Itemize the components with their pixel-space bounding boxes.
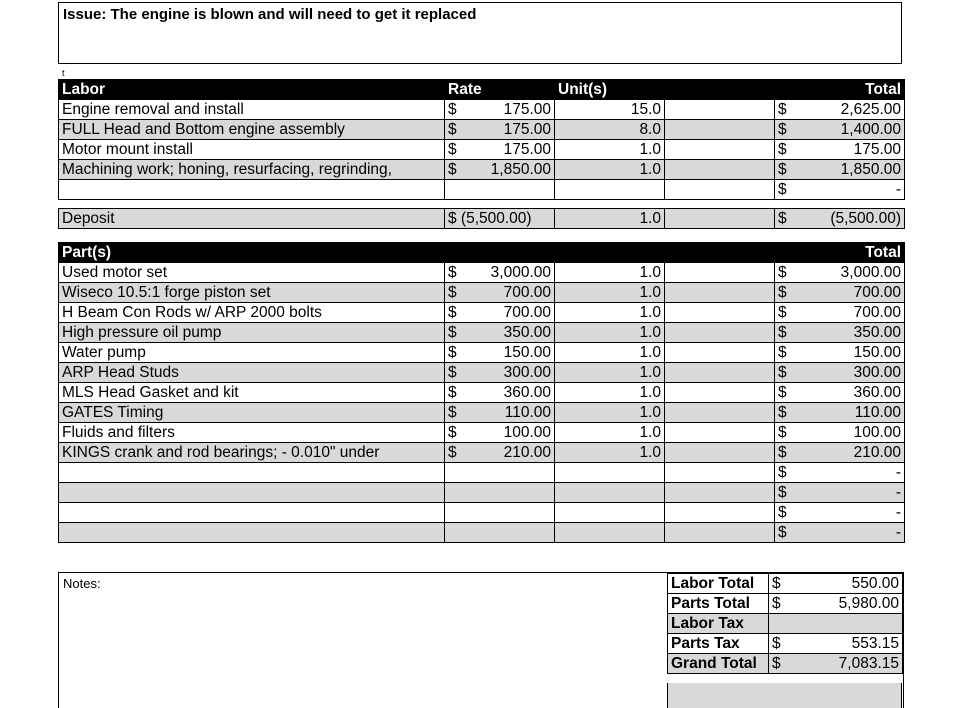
labor-rate: [445, 180, 555, 200]
labor-row: [59, 140, 905, 160]
parts-total: $ 360.00: [775, 383, 905, 403]
labor-blank: [665, 180, 775, 200]
labor-header-row: [59, 80, 905, 100]
parts-rate: $ 210.00: [445, 443, 555, 463]
parts-units: [555, 463, 665, 483]
parts-rate: [445, 463, 555, 483]
labor-total: $ 175.00: [775, 140, 905, 160]
summary-row: [668, 654, 903, 674]
parts-item: [59, 503, 445, 523]
labor-units: 15.0: [555, 100, 665, 120]
parts-item: [59, 463, 445, 483]
labor-total: $ 2,625.00: [775, 100, 905, 120]
parts-row: [59, 463, 905, 483]
parts-total: $ 100.00: [775, 423, 905, 443]
summary-label: Grand Total: [668, 654, 769, 674]
summary-table: [667, 573, 903, 674]
parts-row: [59, 523, 905, 543]
summary-label: Parts Total: [668, 594, 769, 614]
parts-row: [59, 483, 905, 503]
labor-row: [59, 120, 905, 140]
parts-rate: $ 700.00: [445, 303, 555, 323]
parts-item: H Beam Con Rods w/ ARP 2000 bolts: [59, 303, 445, 323]
parts-blank: [665, 423, 775, 443]
parts-table: [58, 242, 905, 543]
parts-total: $ 3,000.00: [775, 263, 905, 283]
labor-row: [59, 160, 905, 180]
labor-spacer-row: [59, 200, 905, 209]
labor-total: $ 1,850.00: [775, 160, 905, 180]
parts-item: High pressure oil pump: [59, 323, 445, 343]
parts-item: ARP Head Studs: [59, 363, 445, 383]
parts-blank: [665, 383, 775, 403]
notes-label: Notes:: [63, 576, 101, 591]
parts-total: $ -: [775, 523, 905, 543]
summary-row: [668, 614, 903, 634]
issue-box: [58, 2, 902, 64]
labor-item: Machining work; honing, resurfacing, regrinding,: [59, 160, 445, 180]
parts-item: GATES Timing: [59, 403, 445, 423]
labor-header-item: Labor: [59, 80, 445, 100]
parts-blank: [665, 283, 775, 303]
parts-row: [59, 303, 905, 323]
parts-units: 1.0: [555, 403, 665, 423]
deposit-label: Deposit: [59, 209, 445, 229]
parts-units: [555, 483, 665, 503]
labor-item: Engine removal and install: [59, 100, 445, 120]
parts-item: [59, 483, 445, 503]
parts-row: [59, 383, 905, 403]
labor-row: [59, 100, 905, 120]
parts-total: $ -: [775, 463, 905, 483]
deposit-blank: [665, 209, 775, 229]
parts-rate: $ 100.00: [445, 423, 555, 443]
parts-row: [59, 443, 905, 463]
parts-units: [555, 523, 665, 543]
tick-mark: t: [62, 68, 65, 78]
parts-rate: $ 700.00: [445, 283, 555, 303]
parts-row: [59, 343, 905, 363]
summary-label: Labor Total: [668, 574, 769, 594]
parts-blank: [665, 263, 775, 283]
parts-row: [59, 503, 905, 523]
summary-value: $ 553.15: [769, 634, 903, 654]
labor-table: [58, 79, 905, 229]
summary-value: [769, 614, 903, 634]
parts-total: $ 110.00: [775, 403, 905, 423]
parts-total: $ -: [775, 503, 905, 523]
parts-units: 1.0: [555, 383, 665, 403]
labor-row: [59, 180, 905, 200]
summary-label: Labor Tax: [668, 614, 769, 634]
parts-item: [59, 523, 445, 543]
labor-blank: [665, 100, 775, 120]
parts-row: [59, 283, 905, 303]
parts-rate: [445, 523, 555, 543]
parts-header-item: Part(s): [59, 243, 445, 263]
parts-units: 1.0: [555, 303, 665, 323]
parts-rate: $ 150.00: [445, 343, 555, 363]
labor-rate: $ 175.00: [445, 140, 555, 160]
labor-item: FULL Head and Bottom engine assembly: [59, 120, 445, 140]
deposit-rate: $ (5,500.00): [445, 209, 555, 229]
summary-value: $ 5,980.00: [769, 594, 903, 614]
parts-total: $ 300.00: [775, 363, 905, 383]
parts-item: Fluids and filters: [59, 423, 445, 443]
parts-units: 1.0: [555, 323, 665, 343]
summary-row: [668, 594, 903, 614]
parts-blank: [665, 403, 775, 423]
summary-label: Parts Tax: [668, 634, 769, 654]
deposit-total: $ (5,500.00): [775, 209, 905, 229]
parts-rate: $ 110.00: [445, 403, 555, 423]
parts-total: $ 700.00: [775, 303, 905, 323]
parts-blank: [665, 323, 775, 343]
summary-value: $ 7,083.15: [769, 654, 903, 674]
parts-rate: $ 360.00: [445, 383, 555, 403]
summary-row: [668, 634, 903, 654]
summary-row: [668, 574, 903, 594]
parts-blank: [665, 343, 775, 363]
parts-item: Used motor set: [59, 263, 445, 283]
parts-blank: [665, 463, 775, 483]
labor-header-units: Unit(s): [555, 80, 665, 100]
labor-header-blank: [665, 80, 775, 100]
deposit-units: 1.0: [555, 209, 665, 229]
labor-header-total: Total: [775, 80, 905, 100]
parts-blank: [665, 503, 775, 523]
parts-blank: [665, 443, 775, 463]
parts-units: 1.0: [555, 443, 665, 463]
parts-header-total: Total: [775, 243, 905, 263]
parts-rate: [445, 503, 555, 523]
parts-blank: [665, 303, 775, 323]
parts-units: 1.0: [555, 263, 665, 283]
labor-item: [59, 180, 445, 200]
issue-text: Issue: The engine is blown and will need to get it replaced: [63, 6, 477, 23]
summary-value: $ 550.00: [769, 574, 903, 594]
labor-rate: $ 1,850.00: [445, 160, 555, 180]
labor-units: 8.0: [555, 120, 665, 140]
parts-item: Wiseco 10.5:1 forge piston set: [59, 283, 445, 303]
parts-row: [59, 363, 905, 383]
labor-blank: [665, 120, 775, 140]
parts-units: 1.0: [555, 363, 665, 383]
labor-total: $ 1,400.00: [775, 120, 905, 140]
parts-item: MLS Head Gasket and kit: [59, 383, 445, 403]
parts-row: [59, 263, 905, 283]
parts-blank: [665, 363, 775, 383]
labor-item: Motor mount install: [59, 140, 445, 160]
deposit-row: [59, 209, 905, 229]
labor-blank: [665, 140, 775, 160]
labor-units: 1.0: [555, 140, 665, 160]
parts-rate: $ 3,000.00: [445, 263, 555, 283]
parts-row: [59, 323, 905, 343]
parts-item: Water pump: [59, 343, 445, 363]
parts-rate: $ 350.00: [445, 323, 555, 343]
labor-blank: [665, 160, 775, 180]
parts-units: 1.0: [555, 283, 665, 303]
parts-rate: [445, 483, 555, 503]
labor-units: [555, 180, 665, 200]
parts-total: $ 150.00: [775, 343, 905, 363]
parts-total: $ 700.00: [775, 283, 905, 303]
labor-rate: $ 175.00: [445, 100, 555, 120]
labor-header-rate: Rate: [445, 80, 555, 100]
parts-row: [59, 403, 905, 423]
parts-blank: [665, 483, 775, 503]
parts-rate: $ 300.00: [445, 363, 555, 383]
parts-blank: [665, 523, 775, 543]
parts-units: [555, 503, 665, 523]
parts-total: $ 350.00: [775, 323, 905, 343]
parts-row: [59, 423, 905, 443]
summary-fill: [667, 683, 902, 708]
parts-item: KINGS crank and rod bearings; - 0.010" under: [59, 443, 445, 463]
parts-units: 1.0: [555, 343, 665, 363]
parts-total: $ -: [775, 483, 905, 503]
parts-units: 1.0: [555, 423, 665, 443]
labor-total: $ -: [775, 180, 905, 200]
parts-total: $ 210.00: [775, 443, 905, 463]
parts-header-row: [59, 243, 905, 263]
labor-rate: $ 175.00: [445, 120, 555, 140]
labor-units: 1.0: [555, 160, 665, 180]
